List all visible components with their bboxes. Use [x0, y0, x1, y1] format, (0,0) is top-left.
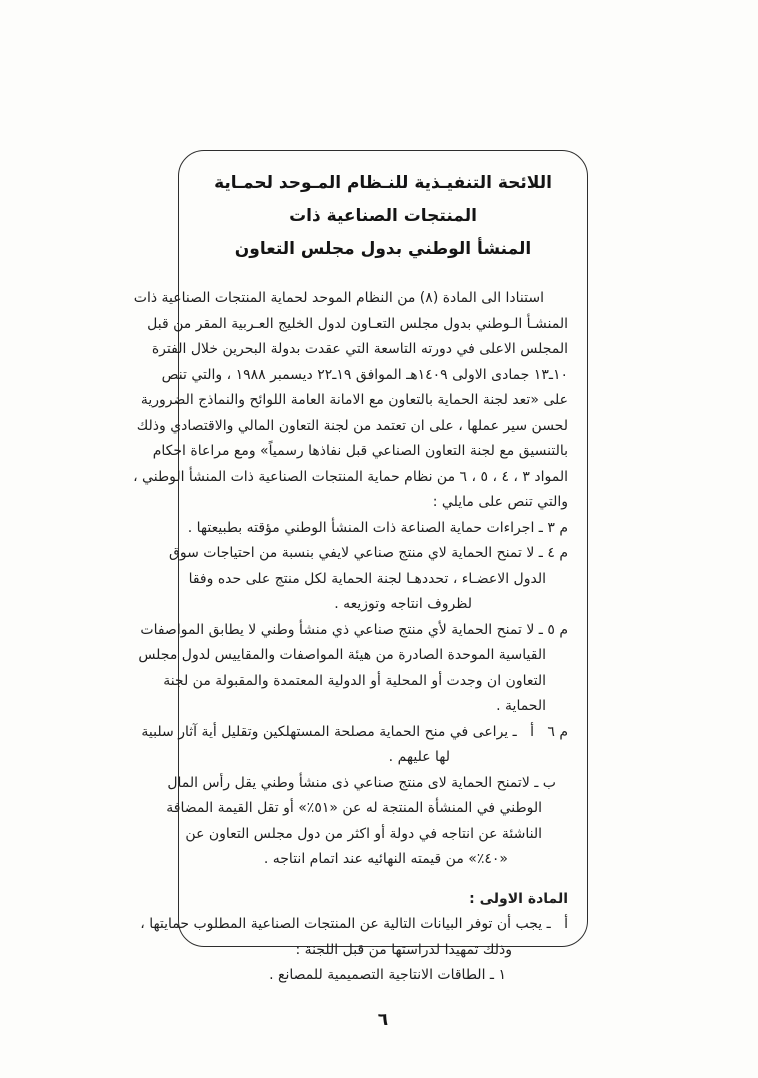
text-line: لها عليهم .: [388, 749, 450, 765]
text-line: الحماية .: [496, 698, 546, 714]
text-line: ١٠ـ١٣ جمادى الاولى ١٤٠٩هـ الموافق ١٩ـ٢٢ ديسمبر ١٩٨٨ ، والتي تنص: [161, 366, 568, 383]
text-line: م ٥ ـ لا تمنح الحماية لأي منتج صناعي ذي منشأ وطني لا يطابق المواصفات: [140, 621, 568, 638]
text-line: «٤٠٪» من قيمته النهائيه عند اتمام انتاجه .: [263, 851, 508, 867]
text-line: الوطني في المنشأة المنتجة له عن «٥١٪» أو تقل القيمة المضافة: [166, 800, 542, 816]
text-line: المجلس الاعلى في دورته التاسعة التي عقدت بدولة البحرين خلال الفترة: [151, 341, 568, 357]
text-line: أ ـ يجب أن توفر البيانات التالية عن المنتجات الصناعية المطلوب حمايتها ،: [140, 916, 568, 932]
text-line: الدول الاعضـاء ، تحددهـا لجنة الحماية لكل منتج على حده وفقا: [188, 570, 546, 587]
text-line: لظروف انتاجه وتوزيعه .: [334, 596, 472, 612]
text-line: م ٦ أ ـ يراعى في منح الحماية مصلحة المستهلكين وتقليل أية آثار سلبية: [141, 723, 568, 740]
document-frame: [133, 150, 588, 983]
text-line: التعاون ان وجدت أو المحلية أو الدولية المعتمدة والمقبولة من لجنة: [163, 672, 546, 689]
text-line: استنادا الى المادة (٨) من النظام الموحد لحماية المنتجات الصناعية ذات: [133, 290, 544, 306]
text-line: م ٣ ـ اجراءات حماية الصناعة ذات المنشأ الوطني مؤقته بطبيعتها .: [187, 519, 568, 536]
text-line: م ٤ ـ لا تمنح الحماية لاي منتج صناعي لايفي بنسبة من احتياجات سوق: [169, 545, 568, 561]
document-body: [133, 286, 568, 989]
text-line: ١ ـ الطاقات الانتاجية التصميمية للمصانع .: [269, 967, 506, 983]
text-line: والتي تنص على مايلي :: [432, 494, 568, 510]
document-title: [198, 167, 568, 266]
text-line: المواد ٣ ، ٤ ، ٥ ، ٦ من نظام حماية المنتجات الصناعية ذات المنشأ الوطني ،: [133, 468, 568, 485]
text-line: وذلك تمهيدا لدراستها من قبل اللجنة :: [295, 941, 512, 958]
text-line: لحسن سير عملها ، على ان تعتمد من لجنة التعاون المالي والاقتصادي وذلك: [136, 417, 568, 434]
text-line: المنشـأ الـوطني بدول مجلس التعـاون لدول الخليج العـربية المقر من قبل: [147, 315, 568, 332]
text-line: بالتنسيق مع لجنة التعاون الصناعي قبل نفاذها رسمياً» ومع مراعاة احكام: [152, 443, 568, 459]
document-title-line-1: اللائحة التنفيـذية للنـظام المـوحد لحمـاية المنتجات الصناعية ذات: [214, 173, 552, 226]
text-line: الناشئة عن انتاجه في دولة أو اكثر من دول مجلس التعاون عن: [185, 825, 542, 842]
document-title-line-2: المنشأ الوطني بدول مجلس التعاون: [234, 239, 532, 259]
text-line: ب ـ لاتمنح الحماية لاى منتج صناعي ذى منشأ وطني يقل رأس المال: [167, 774, 556, 791]
text-line: القياسية الموحدة الصادرة من هيئة المواصفات والمقاييس لدول مجلس: [138, 647, 546, 663]
text-line: على «تعد لجنة الحماية بالتعاون مع الامانة العامة اللوائح والنماذج الضرورية: [140, 392, 568, 408]
text-line: المادة الاولى :: [469, 890, 568, 907]
page-number: ٦: [377, 1010, 389, 1030]
